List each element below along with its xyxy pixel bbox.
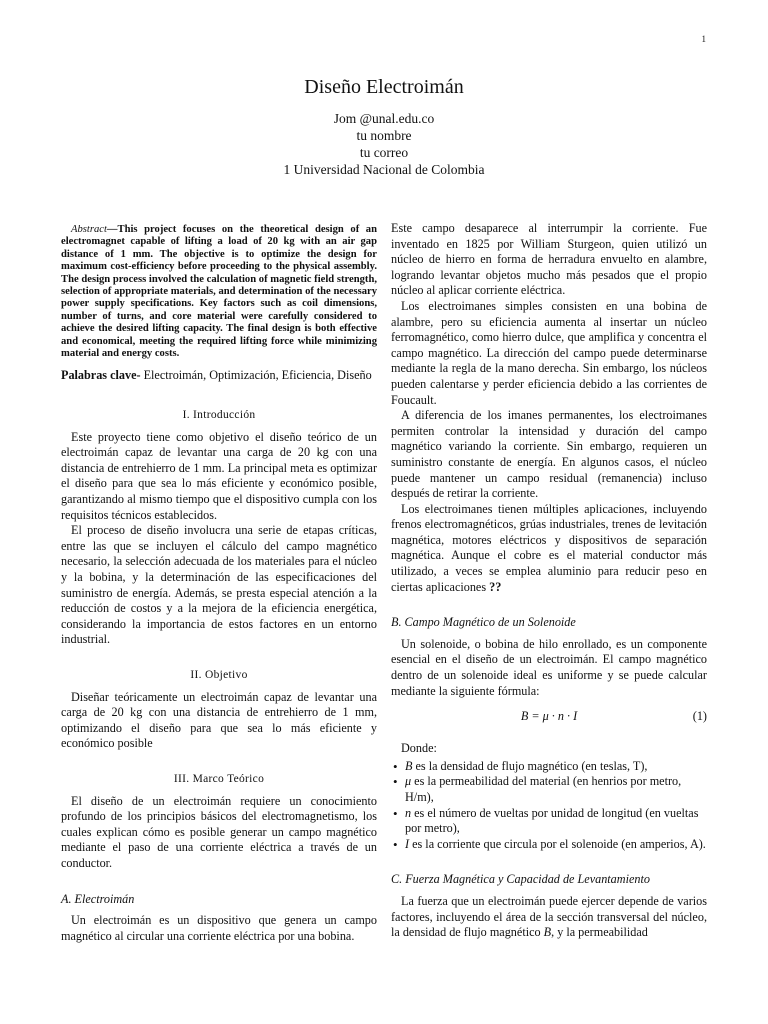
intro-paragraph-2: El proceso de diseño involucra una serie de etapas críticas, entre las que se incluyen el cálculo del campo magnético necesario, la selección adecuada de los materiales para el núcleo y la bobina, y la determinación de las especificaciones del suministro de energía. Además, se presta especial atención a la reducción de costos y a la mejora de la eficiencia energética, considerando la importancia de estos factores en un entorno industrial. bbox=[61, 523, 377, 647]
fuerza-text-b: , y la permeabilidad bbox=[551, 925, 648, 940]
page-number: 1 bbox=[701, 34, 706, 44]
author-contact: tu correo bbox=[359, 145, 409, 160]
right-column bbox=[391, 221, 707, 941]
electroiman-paragraph: Un electroimán es un dispositivo que genera un campo magnético al circular una corriente eléctrica por una bobina. bbox=[61, 913, 377, 943]
abstract-label: Abstract bbox=[71, 224, 107, 235]
subsection-heading-solenoide: B. Campo Magnético de un Solenoide bbox=[391, 615, 576, 630]
abstract-text: —This project focuses on the theoretical design of an electromagnet capable of lifting a load of 20 kg with an air gap distance of 1 mm. The objective is to optimize the design for maximum cost-efficiency before proceeding to the physical assembly. The design process involved the calculation of magnetic field strength, selection of appropriate materials, and determination of the necessary power supply specifications. Key factors such as coil dimensions, number of turns, and core material were carefully considered to achieve the desired lifting capacity. The final design is both effective and economical, meeting the required lifting force while minimizing material and energy costs. bbox=[61, 224, 377, 360]
section-heading-intro: I. Introducción bbox=[182, 409, 256, 422]
objective-paragraph: Diseñar teóricamente un electroimán capaz de levantar una carga de 20 kg con una distancia de entrehierro de 1 mm, optimizando el diseño para que sea lo más eficiente y económico posible bbox=[61, 689, 377, 751]
right-paragraph-1: Este campo desaparece al interrumpir la corriente. Fue inventado en 1825 por William Sturgeon, quien utilizó un núcleo de hierro en forma de herradura envuelto en alambre, logrando levantar objetos mucho más pesados que el propio núcleo al aplicar corriente eléctrica. bbox=[391, 221, 707, 298]
author-name: tu nombre bbox=[356, 128, 412, 143]
right-paragraph-3: A diferencia de los imanes permanentes, los electroimanes permiten controlar la intensidad y duración del campo magnético variando la corriente. Sin embargo, requieren un suministro constante de energía. En algunos casos, el núcleo puede mantener un campo residual (remanencia) incluso después de retirar la corriente. bbox=[391, 408, 707, 501]
variable-description: es la corriente que circula por el solenoide (en amperios, A). bbox=[409, 836, 706, 851]
right-paragraph-4-text: Los electroimanes tienen múltiples aplicaciones, incluyendo frenos electromagnéticos, grúas industriales, trenes de levitación magnética, motores eléctricos y dispositivos de separación magnética. Aunque el cobre es el material conductor más utilizado, a veces se emplea aluminio para reducir peso en ciertas aplicaciones bbox=[391, 501, 707, 594]
list-item bbox=[405, 774, 707, 805]
equation-number: (1) bbox=[692, 709, 707, 724]
abstract bbox=[61, 224, 377, 360]
section-heading-marco: III. Marco Teórico bbox=[173, 772, 265, 785]
keywords-text: Electroimán, Optimización, Eficiencia, Diseño bbox=[140, 368, 372, 383]
variable-symbol: B bbox=[405, 758, 413, 773]
marco-paragraph: El diseño de un electroimán requiere un conocimiento profundo de los principios básicos del electromagnetismo, los cuales explican cómo es posible generar un campo magnético mediante el paso de una corriente eléctrica a través de un conductor. bbox=[61, 793, 377, 870]
variable-symbol: μ bbox=[405, 774, 412, 789]
donde-label: Donde: bbox=[401, 741, 437, 756]
list-item bbox=[405, 837, 707, 853]
subsection-heading-fuerza: C. Fuerza Magnética y Capacidad de Levantamiento bbox=[391, 872, 650, 887]
author-affiliation: 1 Universidad Nacional de Colombia bbox=[283, 162, 485, 177]
subsection-heading-electroiman: A. Electroimán bbox=[61, 891, 135, 906]
variable-description: es el número de vueltas por unidad de longitud (en vueltas por metro), bbox=[405, 805, 699, 836]
section-heading-objective: II. Objetivo bbox=[190, 668, 248, 681]
variable-description: es la permeabilidad del material (en henrios por metro, H/m), bbox=[405, 774, 682, 804]
variable-description: es la densidad de flujo magnético (en teslas, T), bbox=[412, 758, 648, 773]
variable-symbol: n bbox=[405, 805, 412, 820]
equation: B = μ · n · I bbox=[520, 709, 578, 724]
list-item bbox=[405, 806, 707, 837]
equation-block bbox=[391, 709, 707, 729]
author-block bbox=[0, 110, 768, 178]
fuerza-symbol: B bbox=[543, 925, 552, 940]
keywords bbox=[61, 368, 377, 384]
right-paragraph-2: Los electroimanes simples consisten en una bobina de alambre, pero su eficiencia aumenta al insertar un núcleo ferromagnético, como hierro dulce, que amplifica y concentra el campo magnético. La dirección del campo puede determinarse mediante la regla de la mano derecha. Sin embargo, los núcleos pueden calentarse y perder eficiencia debido a las corrientes de Foucault. bbox=[391, 298, 707, 407]
keywords-label: Palabras clave- bbox=[61, 368, 141, 383]
intro-paragraph-1: Este proyecto tiene como objetivo el diseño teórico de un electroimán capaz de levantar una carga de 20 kg con una distancia de entrehierro de 1 mm. La principal meta es optimizar el diseño para que sea lo más eficiente y económico posible, garantizando al mismo tiempo que el dispositivo cumpla con los requisitos técnicos establecidos. bbox=[61, 429, 377, 522]
left-column bbox=[61, 224, 377, 944]
right-paragraph-4 bbox=[391, 502, 707, 596]
list-item bbox=[405, 759, 707, 775]
author-email: Jom @unal.edu.co bbox=[333, 111, 435, 126]
solenoide-paragraph: Un solenoide, o bobina de hilo enrollado, es un componente esencial en el diseño de un electroimán. El campo magnético dentro de un solenoide ideal es uniforme y se puede calcular mediante la siguiente fórmula: bbox=[391, 636, 707, 698]
variable-list bbox=[391, 759, 707, 853]
paper-title: Diseño Electroimán bbox=[304, 76, 464, 98]
variable-symbol: I bbox=[405, 836, 410, 851]
fuerza-text-a: La fuerza que un electroimán puede ejercer depende de varios factores, incluyendo el área de la sección transversal del núcleo, la densidad de flujo magnético bbox=[391, 893, 707, 940]
missing-reference: ?? bbox=[489, 579, 502, 594]
fuerza-paragraph bbox=[391, 894, 707, 941]
